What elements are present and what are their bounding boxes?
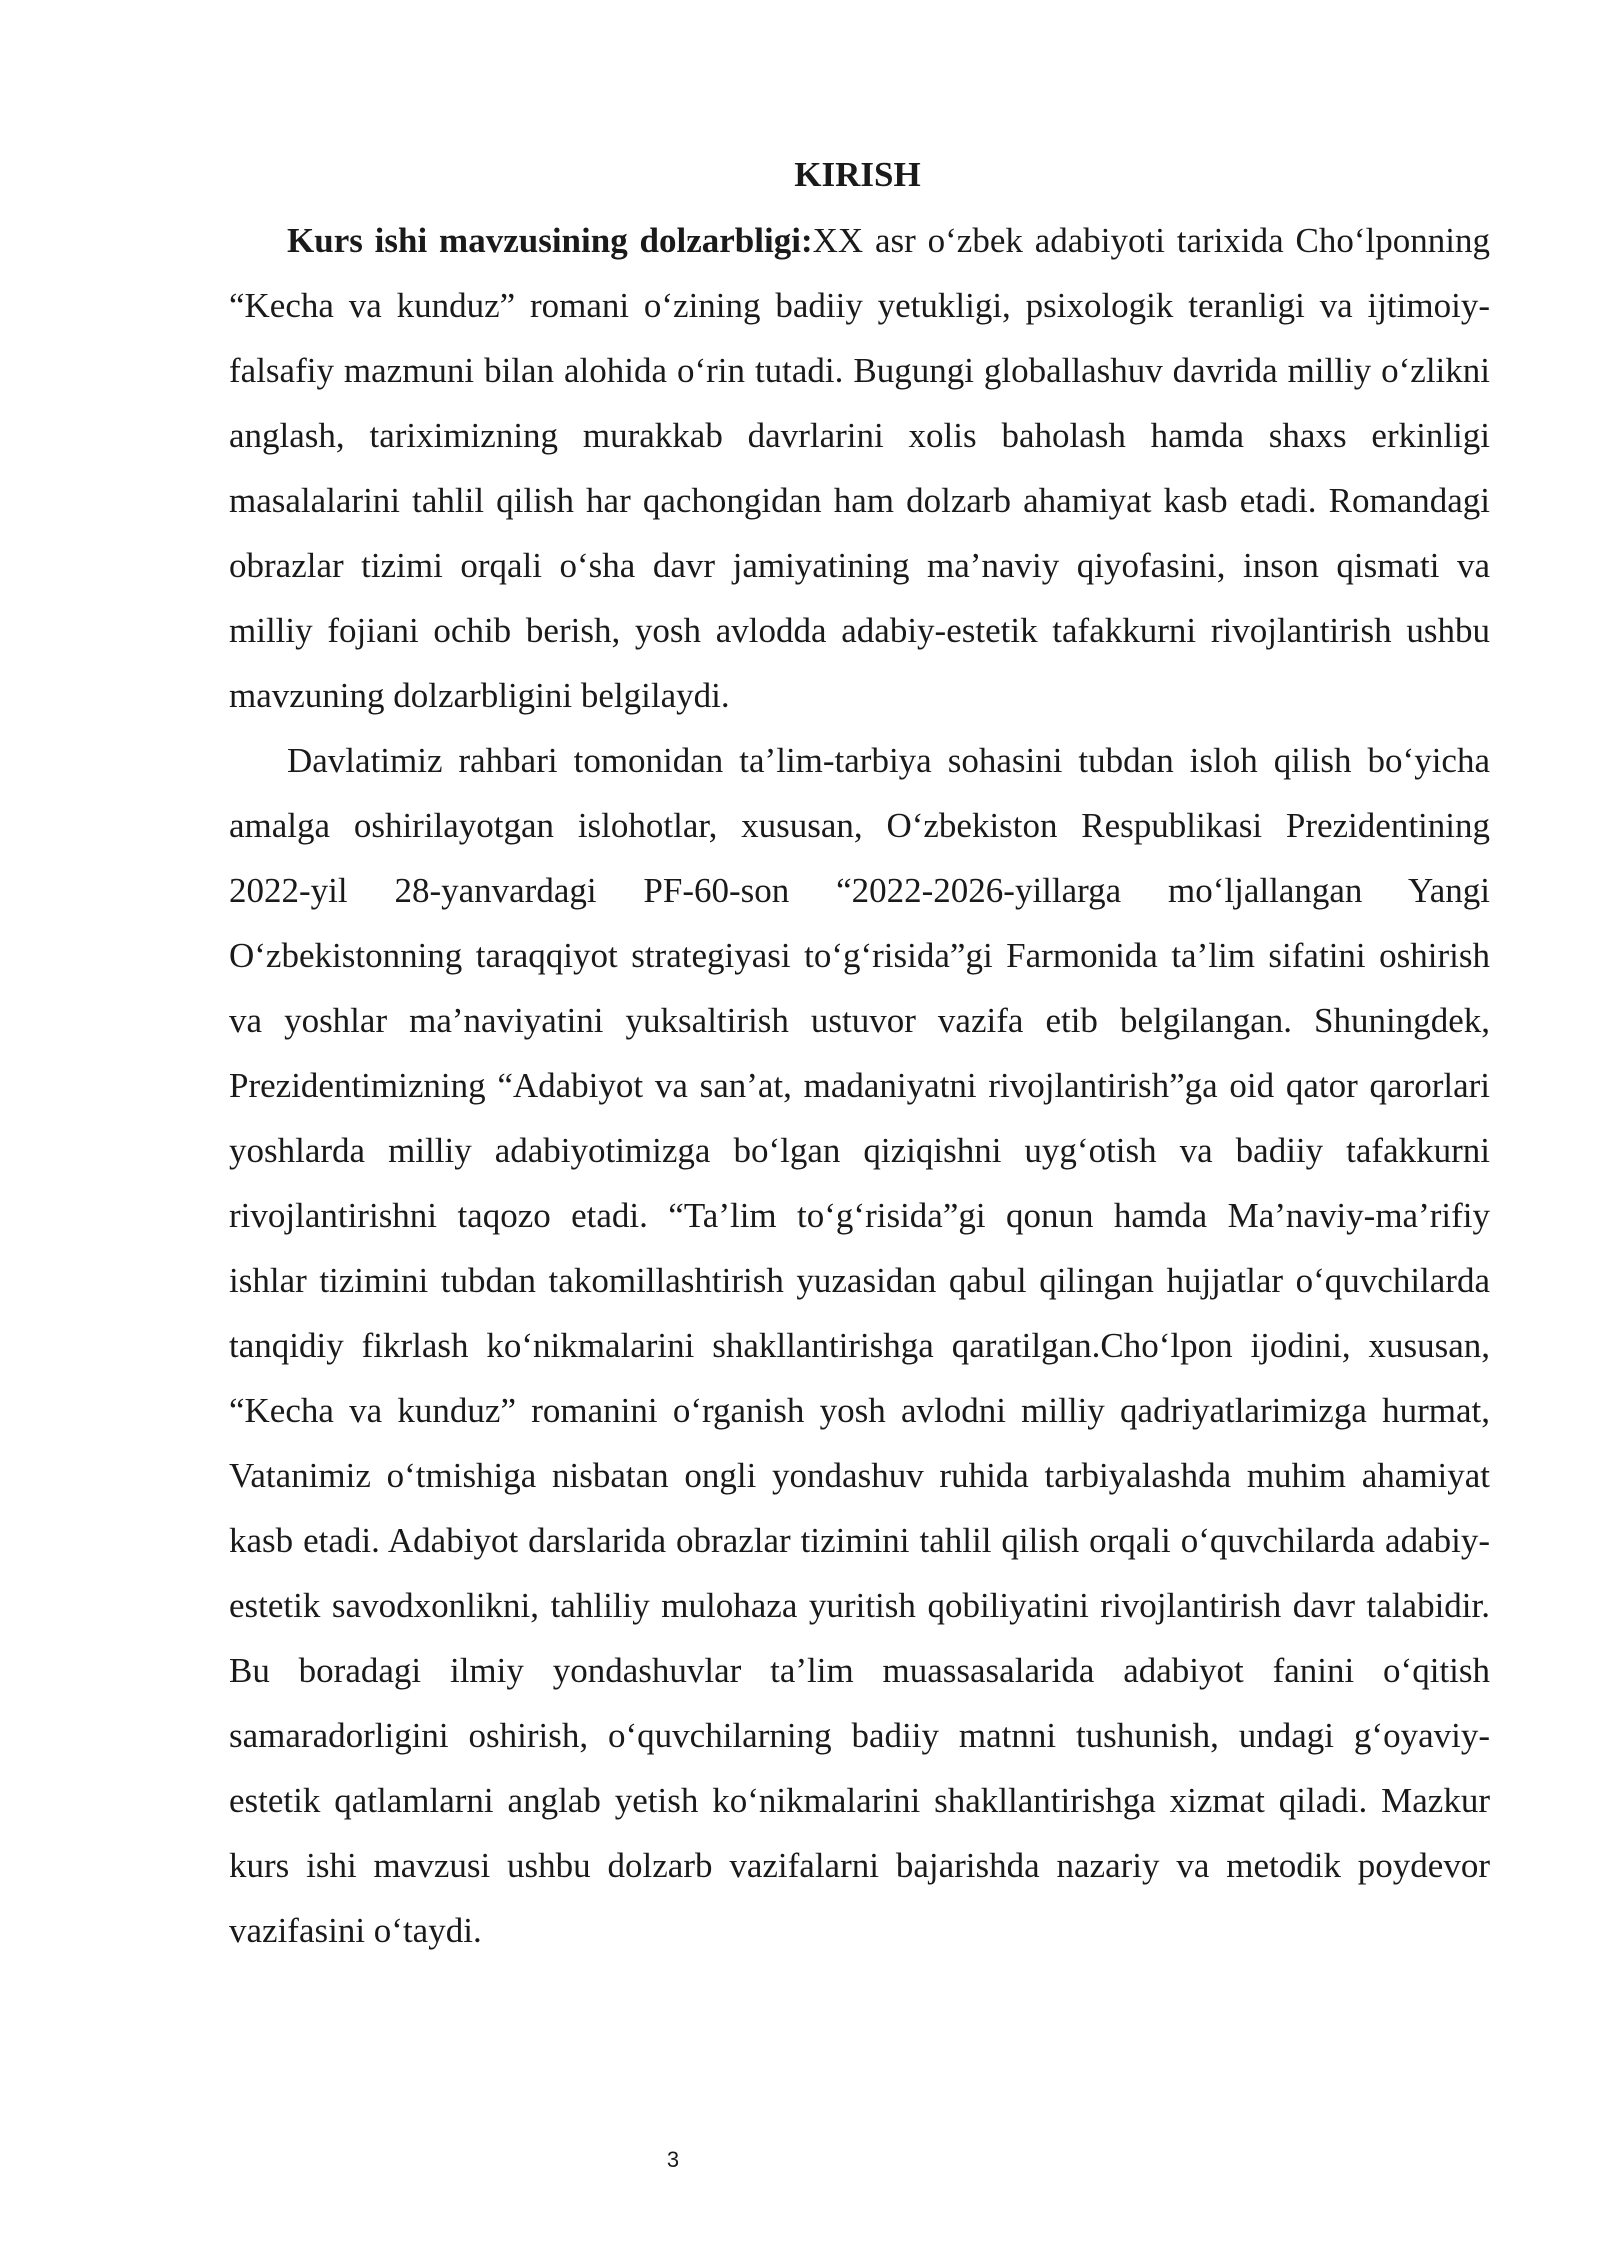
paragraph-text: XX asr o‘zbek adabiyoti tarixida Cho‘lponning “Kecha va kunduz” romani o‘zining badiiy yetukligi, psixologik teranligi va ijtimoiy-falsafiy mazmuni bilan alohida o‘rin tutadi. Bugungi globallashuv davrida milliy o‘zlikni anglash, tariximizning murakkab davrlarini xolis baholash hamda shaxs erkinligi masalalarini tahlil qilish har qachongidan ham dolzarb ahamiyat kasb etadi. Romandagi obrazlar tizimi orqali o‘sha davr jamiyatining ma’naviy qiyofasini, inson qismati va milliy fojiani ochib berish, yosh avlodda adabiy-estetik tafakkurni rivojlantirish ushbu mavzuning dolzarbligini belgilaydi. xyxy=(229,221,1490,715)
paragraph-policy xyxy=(229,728,1490,1963)
page-number: 3 xyxy=(666,2147,680,2172)
paragraph-relevance xyxy=(229,208,1490,728)
paragraph-lead: Kurs ishi mavzusining dolzarbligi: xyxy=(287,221,813,260)
body-text xyxy=(229,208,1490,1963)
paragraph-text: Davlatimiz rahbari tomonidan ta’lim-tarbiya sohasini tubdan isloh qilish bo‘yicha amalga oshirilayotgan islohotlar, xususan, O‘zbekiston Respublikasi Prezidentining 2022-yil 28-yanvardagi PF-60-son “2022-2026-yillarga mo‘ljallangan Yangi O‘zbekistonning taraqqiyot strategiyasi to‘g‘risida”gi Farmonida ta’lim sifatini oshirish va yoshlar ma’naviyatini yuksaltirish ustuvor vazifa etib belgilangan. Shuningdek, Prezidentimizning “Adabiyot va san’at, madaniyatni rivojlantirish”ga oid qator qarorlari yoshlarda milliy adabiyotimizga bo‘lgan qiziqishni uyg‘otish va badiiy tafakkurni rivojlantirishni taqozo etadi. “Ta’lim to‘g‘risida”gi qonun hamda Ma’naviy-ma’rifiy ishlar tizimini tubdan takomillashtirish yuzasidan qabul qilingan hujjatlar o‘quvchilarda tanqidiy fikrlash ko‘nikmalarini shakllantirishga qaratilgan.Cho‘lpon ijodini, xususan, “Kecha va kunduz” romanini o‘rganish yosh avlodni milliy qadriyatlarimizga hurmat, Vatanimiz o‘tmishiga nisbatan ongli yondashuv ruhida tarbiyalashda muhim ahamiyat kasb etadi. Adabiyot darslarida obrazlar tizimini tahlil qilish orqali o‘quvchilarda adabiy-estetik savodxonlikni, tahliliy mulohaza yuritish qobiliyatini rivojlantirish davr talabidir. Bu boradagi ilmiy yondashuvlar ta’lim muassasalarida adabiyot fanini o‘qitish samaradorligini oshirish, o‘quvchilarning badiiy matnni tushunish, undagi g‘oyaviy-estetik qatlamlarni anglab yetish ko‘nikmalarini shakllantirishga xizmat qiladi. Mazkur kurs ishi mavzusi ushbu dolzarb vazifalarni bajarishda nazariy va metodik poydevor vazifasini o‘taydi. xyxy=(229,741,1490,1950)
section-heading: KIRISH xyxy=(794,155,921,194)
